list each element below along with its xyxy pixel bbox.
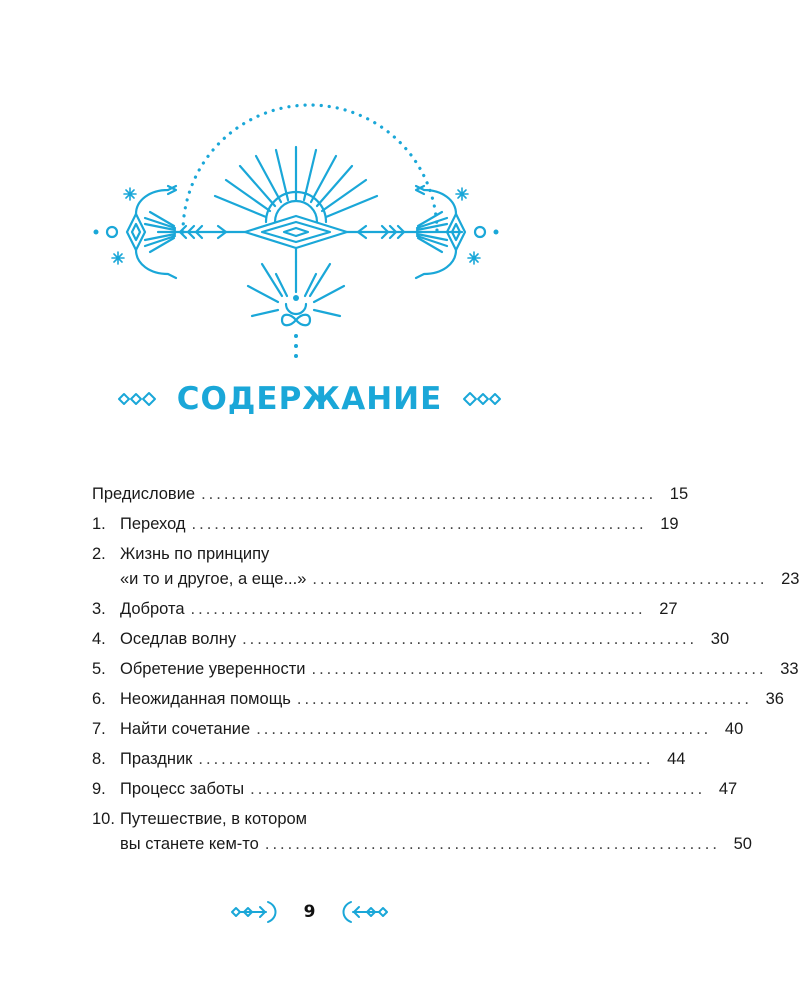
toc-entry-label: Доброта (120, 600, 185, 618)
leader-dots: ............................................................ (242, 630, 698, 648)
left-title-flourish-icon (117, 391, 157, 407)
toc-entry-label: Найти сочетание (120, 720, 251, 738)
toc-entry-preface[interactable] (92, 482, 689, 507)
toc-entry[interactable] (92, 747, 686, 772)
toc-entry-number: 2. (92, 545, 106, 563)
toc-page-number: 36 (765, 690, 784, 708)
toc-entry[interactable] (92, 777, 738, 802)
toc-entry-label: Процесс заботы (120, 780, 245, 798)
leader-dots: ............................................................ (311, 660, 767, 678)
toc-entry-number: 4. (92, 630, 106, 648)
table-of-contents (92, 482, 799, 857)
toc-entry-label: Предисловие (92, 485, 196, 503)
toc-page-number: 15 (669, 485, 689, 503)
toc-entry-label: вы станете кем-то (120, 835, 259, 853)
toc-entry-label: «и то и другое, а еще...» (120, 570, 307, 588)
heading-row (0, 372, 619, 426)
toc-entry[interactable] (92, 687, 784, 712)
toc-entry[interactable] (92, 512, 679, 537)
toc-entry-label: Неожиданная помощь (120, 690, 291, 708)
leader-dots: ............................................................ (256, 720, 712, 738)
toc-entry-number: 3. (92, 600, 106, 618)
leader-dots: ............................................................ (250, 780, 706, 798)
leader-dots: ............................................................ (296, 690, 752, 708)
dotted-arc (183, 105, 437, 232)
toc-entry-label: Праздник (120, 750, 193, 768)
toc-entry-number: 8. (92, 750, 106, 768)
leader-dots: ............................................................ (190, 600, 646, 618)
toc-entry[interactable] (92, 657, 799, 682)
leader-dots: ............................................................ (264, 835, 720, 853)
leader-dots: ............................................................ (201, 485, 657, 503)
sun-ornament-illustration (0, 0, 619, 370)
infinity-symbol (282, 315, 310, 326)
toc-entry-number: 7. (92, 720, 106, 738)
toc-entry[interactable] (92, 807, 752, 857)
page-title: СОДЕРЖАНИЕ (176, 381, 443, 417)
toc-entry-label: Обретение уверенности (120, 660, 306, 678)
toc-page-number: 27 (659, 600, 678, 618)
toc-entry-number: 5. (92, 660, 106, 678)
toc-entry-label-line1: Жизнь по принципу (120, 545, 270, 563)
toc-entry[interactable] (92, 717, 744, 742)
toc-page-number: 47 (718, 780, 738, 798)
toc-page-number: 44 (667, 750, 686, 768)
toc-entry-label-line1: Путешествие, в котором (120, 810, 308, 828)
toc-page-number: 33 (780, 660, 799, 678)
leader-dots: ............................................................ (198, 750, 654, 768)
footer (0, 892, 619, 932)
lower-rays (248, 248, 344, 316)
sun-rays (215, 147, 377, 217)
toc-entry-label: Переход (120, 515, 186, 533)
central-diamond (245, 216, 347, 248)
toc-page-number: 23 (781, 570, 799, 588)
toc-entry-number: 9. (92, 780, 106, 798)
toc-page-number: 19 (660, 515, 679, 533)
leader-dots: ............................................................ (191, 515, 647, 533)
page-number: 9 (303, 902, 316, 922)
toc-entry[interactable] (92, 597, 678, 622)
toc-entry[interactable] (92, 542, 799, 592)
toc-entry-number: 10. (92, 810, 115, 828)
toc-entry[interactable] (92, 627, 730, 652)
toc-page-number: 30 (710, 630, 730, 648)
toc-entry-label: Оседлав волну (120, 630, 237, 648)
toc-entry-number: 1. (92, 515, 106, 533)
toc-page-number: 50 (733, 835, 752, 853)
leader-dots: ............................................................ (312, 570, 768, 588)
right-footer-flourish-icon (341, 900, 389, 924)
right-title-flourish-icon (462, 391, 502, 407)
toc-entry-number: 6. (92, 690, 106, 708)
left-footer-flourish-icon (230, 900, 278, 924)
toc-page-number: 40 (724, 720, 744, 738)
